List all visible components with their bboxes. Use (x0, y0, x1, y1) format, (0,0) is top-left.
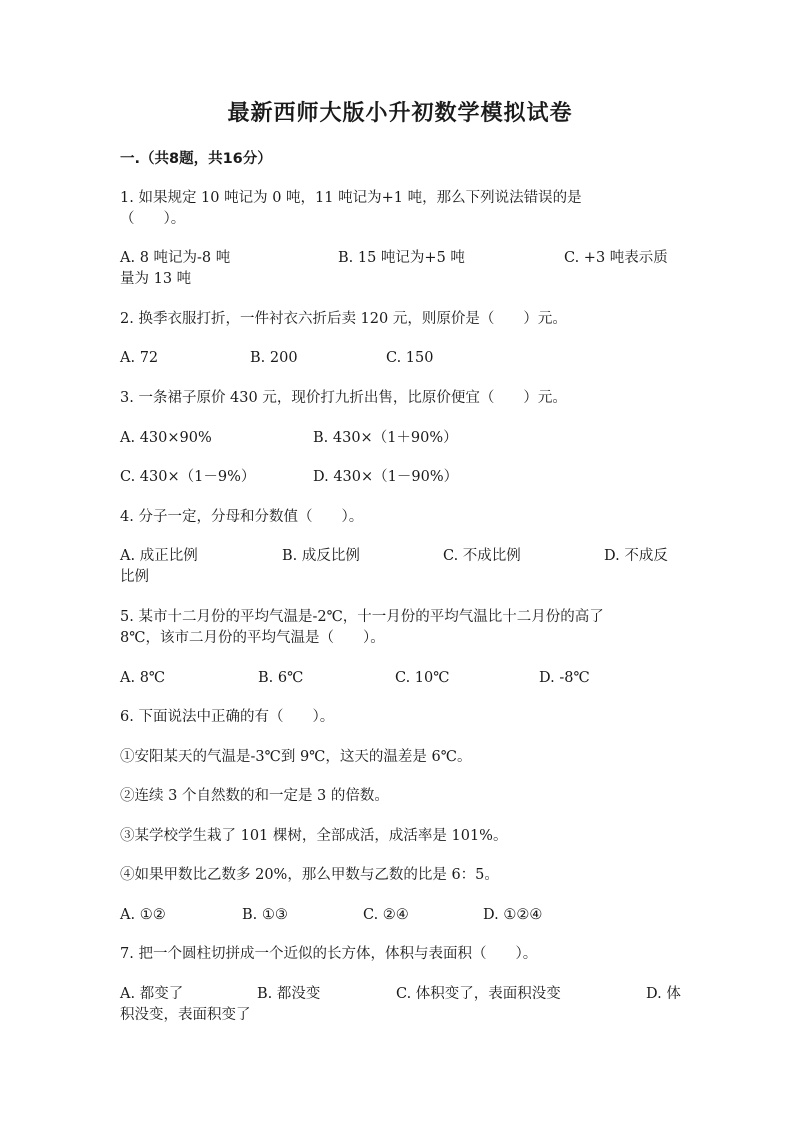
q2-option-b: B. 200 (250, 350, 298, 366)
q6-statement-2: ②连续 3 个自然数的和一定是 3 的倍数。 (120, 788, 389, 804)
q2-option-a: A. 72 (120, 350, 159, 366)
q2-option-c: C. 150 (386, 350, 434, 366)
q6-statement-1: ①安阳某天的气温是-3℃到 9℃，这天的温差是 6℃。 (120, 749, 472, 765)
q4-stem: 4. 分子一定，分母和分数值（ ）。 (120, 509, 364, 525)
q7-option-b: B. 都没变 (257, 986, 321, 1002)
q3-stem: 3. 一条裙子原价 430 元，现价打九折出售，比原价便宜（ ）元。 (120, 390, 567, 406)
q4-option-a: A. 成正比例 (120, 548, 198, 564)
q1-option-c: C. +3 吨表示质 (564, 250, 668, 266)
q4-option-d-cont: 比例 (120, 569, 149, 585)
q7-option-d-cont: 积没变，表面积变了 (120, 1007, 251, 1023)
q6-option-c: C. ②④ (363, 907, 409, 923)
q7-option-d: D. 体 (646, 986, 681, 1002)
q7-stem: 7. 把一个圆柱切拼成一个近似的长方体，体积与表面积（ ）。 (120, 946, 538, 962)
q1-option-c-cont: 量为 13 吨 (120, 271, 192, 287)
q6-option-a: A. ①② (120, 907, 166, 923)
q7-option-a: A. 都变了 (120, 986, 184, 1002)
q4-option-c: C. 不成比例 (443, 548, 521, 564)
q1-stem-line2: （ ）。 (120, 211, 186, 227)
q5-stem-line2: 8℃，该市二月份的平均气温是（ ）。 (120, 630, 385, 646)
q1-option-a: A. 8 吨记为-8 吨 (120, 250, 231, 266)
q4-option-d: D. 不成反 (604, 548, 668, 564)
q1-option-b: B. 15 吨记为+5 吨 (338, 250, 465, 266)
q6-statement-3: ③某学校学生栽了 101 棵树，全部成活，成活率是 101%。 (120, 828, 508, 844)
q5-option-c: C. 10℃ (395, 670, 450, 686)
q7-option-c: C. 体积变了，表面积没变 (396, 986, 561, 1002)
q3-option-a: A. 430×90% (120, 430, 212, 446)
q5-stem-line1: 5. 某市十二月份的平均气温是-2℃，十一月份的平均气温比十二月份的高了 (120, 609, 604, 625)
page-title: 最新西师大版小升初数学模拟试卷 (227, 101, 573, 126)
q3-option-c: C. 430×（1－9%） (120, 469, 256, 485)
q4-option-b: B. 成反比例 (282, 548, 360, 564)
q3-option-b: B. 430×（1＋90%） (313, 430, 458, 446)
q5-option-d: D. -8℃ (539, 670, 590, 686)
q6-statement-4: ④如果甲数比乙数多 20%，那么甲数与乙数的比是 6：5。 (120, 867, 499, 883)
q6-stem: 6. 下面说法中正确的有（ ）。 (120, 709, 335, 725)
section-heading: 一.（共8题，共16分） (120, 151, 272, 167)
q1-stem-line1: 1. 如果规定 10 吨记为 0 吨，11 吨记为+1 吨，那么下列说法错误的是 (120, 190, 582, 206)
q5-option-b: B. 6℃ (258, 670, 304, 686)
q5-option-a: A. 8℃ (120, 670, 166, 686)
q2-stem: 2. 换季衣服打折，一件衬衣六折后卖 120 元，则原价是（ ）元。 (120, 311, 567, 327)
q6-option-d: D. ①②④ (483, 907, 543, 923)
q3-option-d: D. 430×（1－90%） (313, 469, 459, 485)
q6-option-b: B. ①③ (242, 907, 288, 923)
